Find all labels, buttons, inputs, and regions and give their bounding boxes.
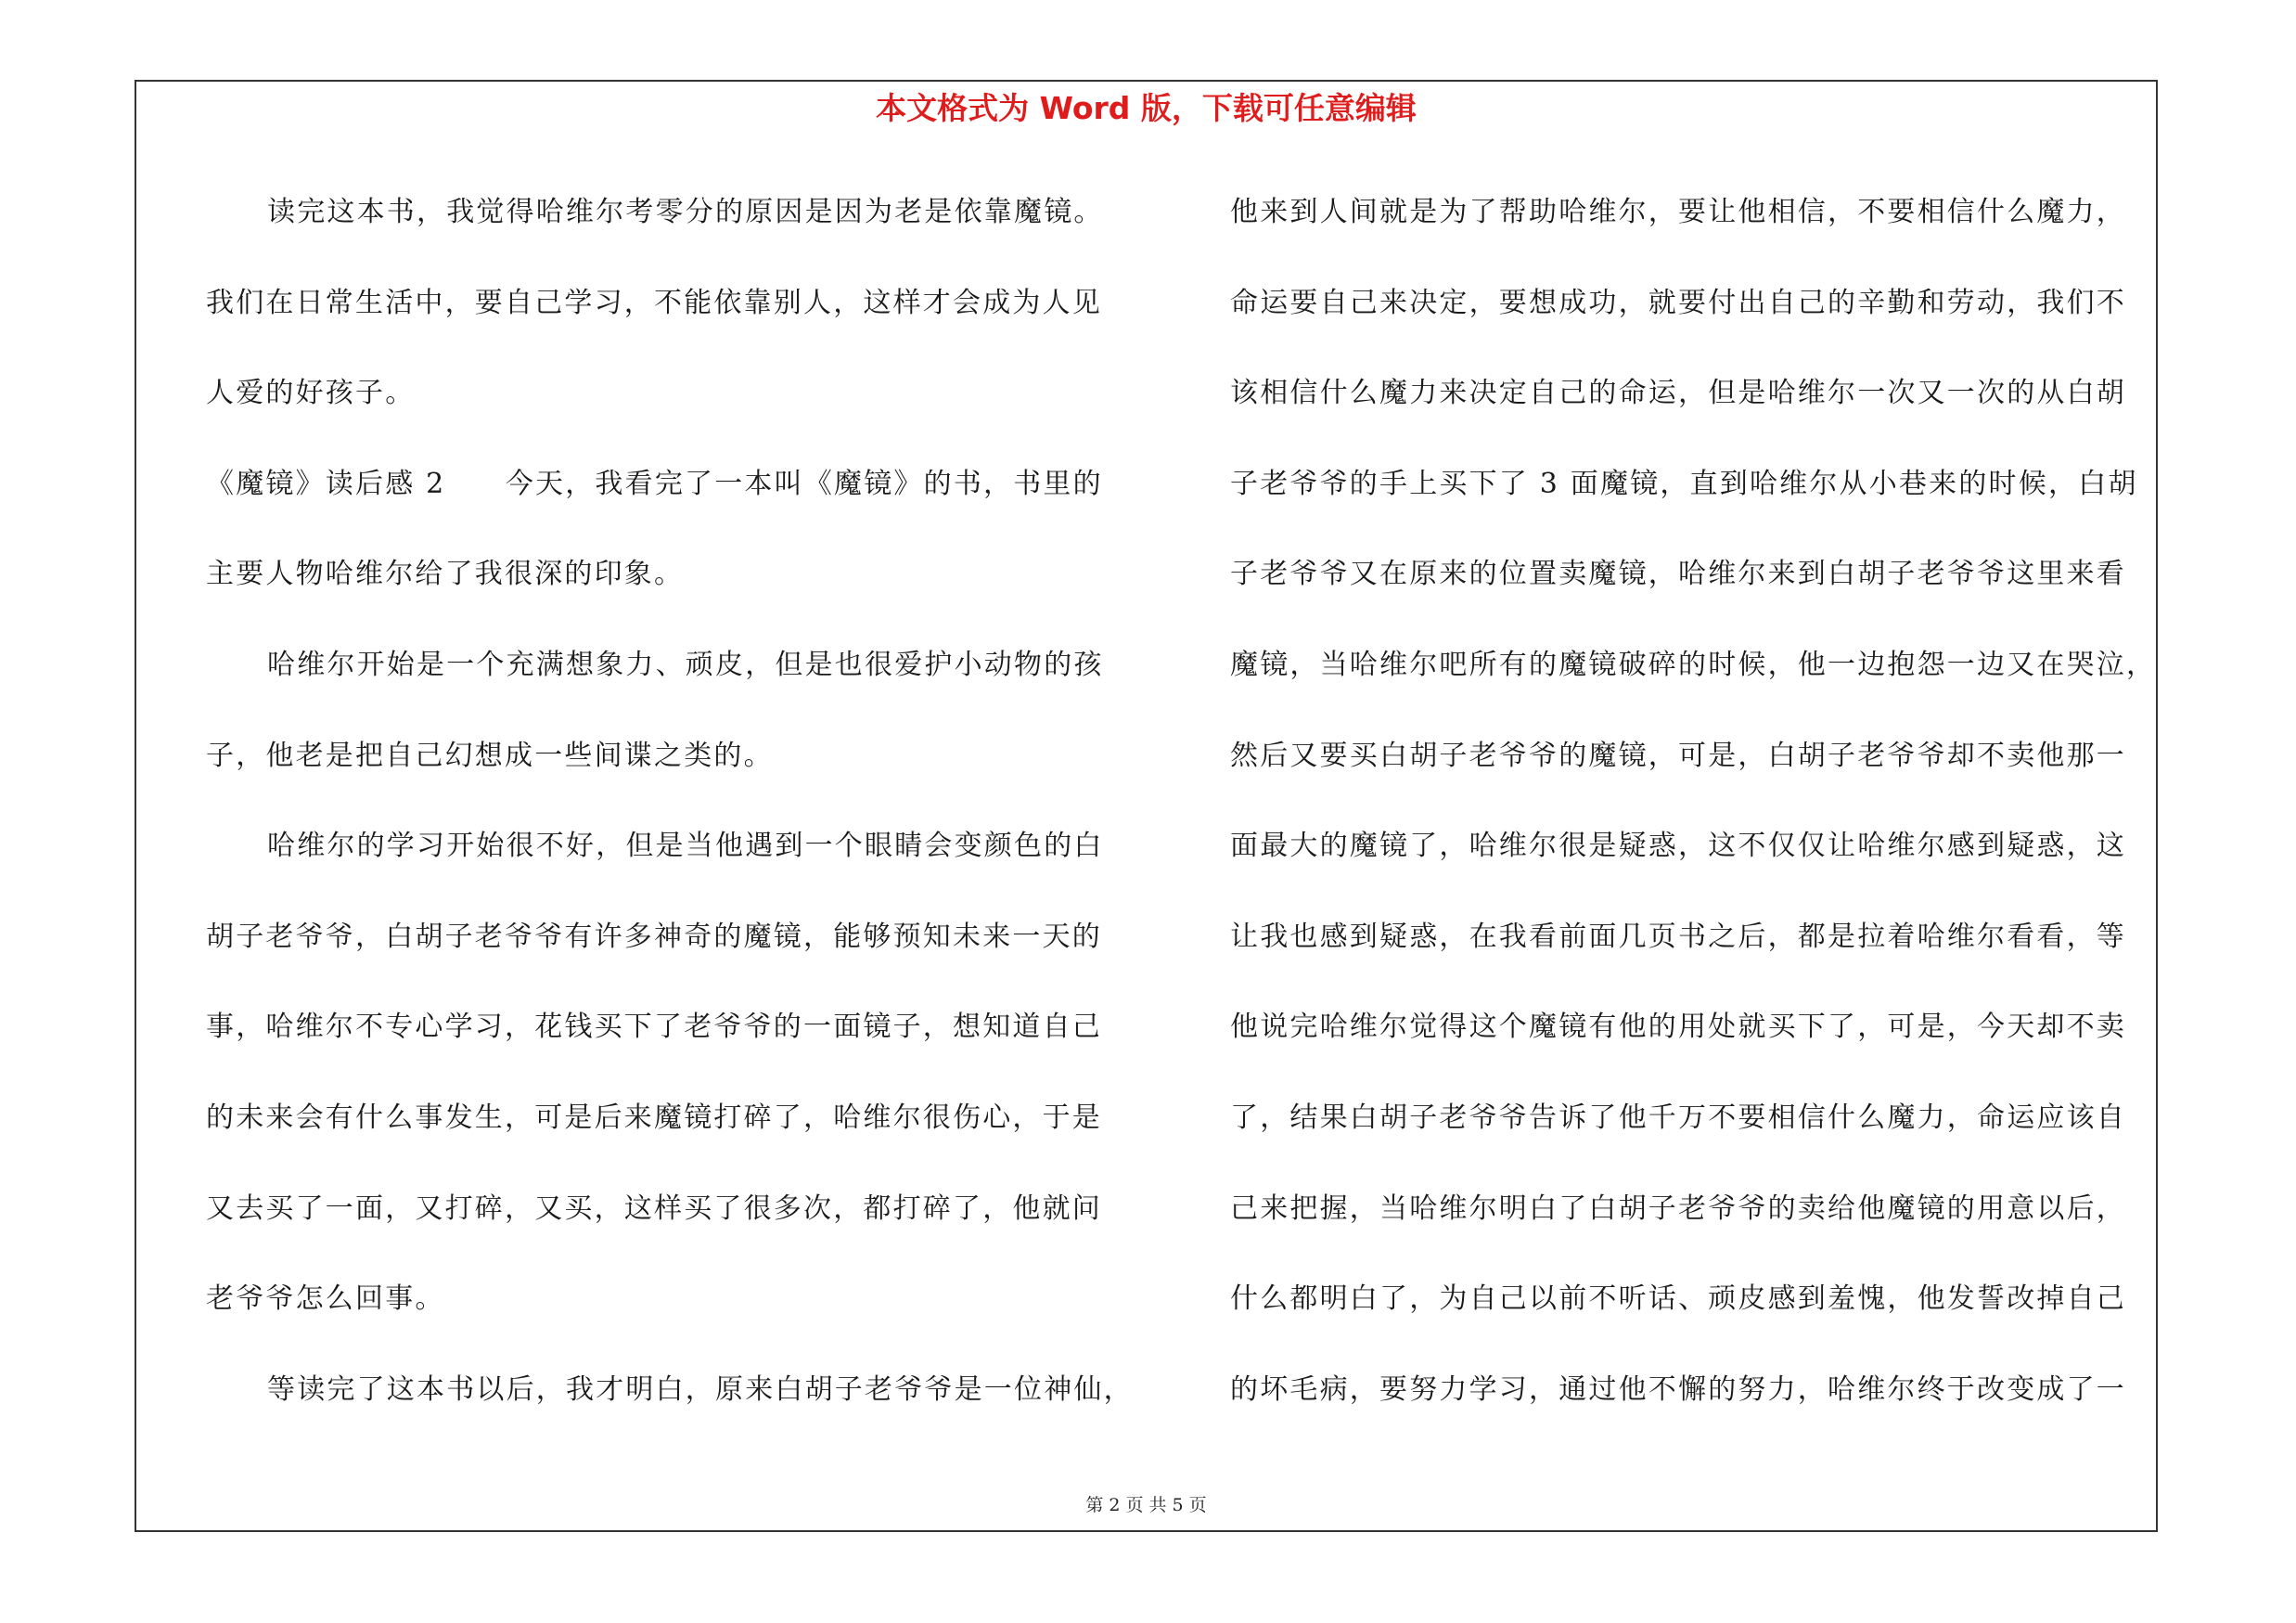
format-notice-banner: 本文格式为 Word 版，下载可任意编辑 — [876, 90, 1417, 126]
text-line: 该相信什么魔力来决定自己的命运，但是哈维尔一次又一次的从白胡 — [1230, 377, 2126, 410]
text-line: 哈维尔的学习开始很不好，但是当他遇到一个眼睛会变颜色的白 — [267, 830, 1104, 863]
text-line: 哈维尔开始是一个充满想象力、顽皮，但是也很爱护小动物的孩 — [267, 648, 1104, 681]
text-line: 面最大的魔镜了，哈维尔很是疑惑，这不仅仅让哈维尔感到疑惑，这 — [1230, 830, 2126, 863]
text-line: 主要人物哈维尔给了我很深的印象。 — [206, 558, 685, 591]
text-line: 命运要自己来决定，要想成功，就要付出自己的辛勤和劳动，我们不 — [1230, 286, 2126, 319]
text-line: 让我也感到疑惑，在我看前面几页书之后，都是拉着哈维尔看看，等 — [1230, 920, 2126, 953]
page-number: 第 2 页 共 5 页 — [1085, 1495, 1207, 1515]
text-line: 《魔镜》读后感 2 今天，我看完了一本叫《魔镜》的书，书里的 — [206, 467, 1103, 500]
text-line: 然后又要买白胡子老爷爷的魔镜，可是，白胡子老爷爷却不卖他那一 — [1230, 739, 2126, 772]
text-line: 了，结果白胡子老爷爷告诉了他千万不要相信什么魔力，命运应该自 — [1230, 1101, 2126, 1134]
text-line: 又去买了一面，又打碎，又买，这样买了很多次，都打碎了，他就问 — [206, 1191, 1102, 1225]
text-line: 读完这本书，我觉得哈维尔考零分的原因是因为老是依靠魔镜。 — [267, 196, 1104, 228]
text-line: 魔镜，当哈维尔吧所有的魔镜破碎的时候，他一边抱怨一边又在哭泣， — [1230, 648, 2157, 681]
text-line: 的未来会有什么事发生，可是后来魔镜打碎了，哈维尔很伤心，于是 — [206, 1101, 1102, 1134]
text-line: 的坏毛病，要努力学习，通过他不懈的努力，哈维尔终于改变成了一 — [1230, 1372, 2126, 1406]
text-line: 他说完哈维尔觉得这个魔镜有他的用处就买下了，可是，今天却不卖 — [1230, 1011, 2126, 1044]
text-line: 人爱的好孩子。 — [206, 377, 416, 410]
text-line: 子老爷爷又在原来的位置卖魔镜，哈维尔来到白胡子老爷爷这里来看 — [1230, 558, 2126, 591]
left-text-column — [206, 186, 1134, 1453]
text-line: 事，哈维尔不专心学习，花钱买下了老爷爷的一面镜子，想知道自己 — [206, 1011, 1102, 1044]
text-line: 老爷爷怎么回事。 — [206, 1282, 445, 1316]
text-line: 胡子老爷爷，白胡子老爷爷有许多神奇的魔镜，能够预知未来一天的 — [206, 920, 1102, 953]
text-line: 我们在日常生活中，要自己学习，不能依靠别人，这样才会成为人见 — [206, 286, 1102, 319]
text-line: 他来到人间就是为了帮助哈维尔，要让他相信，不要相信什么魔力， — [1230, 196, 2126, 228]
text-line: 什么都明白了，为自己以前不听话、顽皮感到羞愧，他发誓改掉自己 — [1230, 1282, 2126, 1316]
text-line: 子，他老是把自己幻想成一些间谍之类的。 — [206, 739, 774, 772]
text-line: 子老爷爷的手上买下了 3 面魔镜，直到哈维尔从小巷来的时候，白胡 — [1230, 467, 2138, 500]
text-line: 等读完了这本书以后，我才明白，原来白胡子老爷爷是一位神仙， — [267, 1372, 1134, 1406]
text-line: 己来把握，当哈维尔明白了白胡子老爷爷的卖给他魔镜的用意以后， — [1230, 1191, 2126, 1225]
right-text-column — [1230, 186, 2158, 1453]
